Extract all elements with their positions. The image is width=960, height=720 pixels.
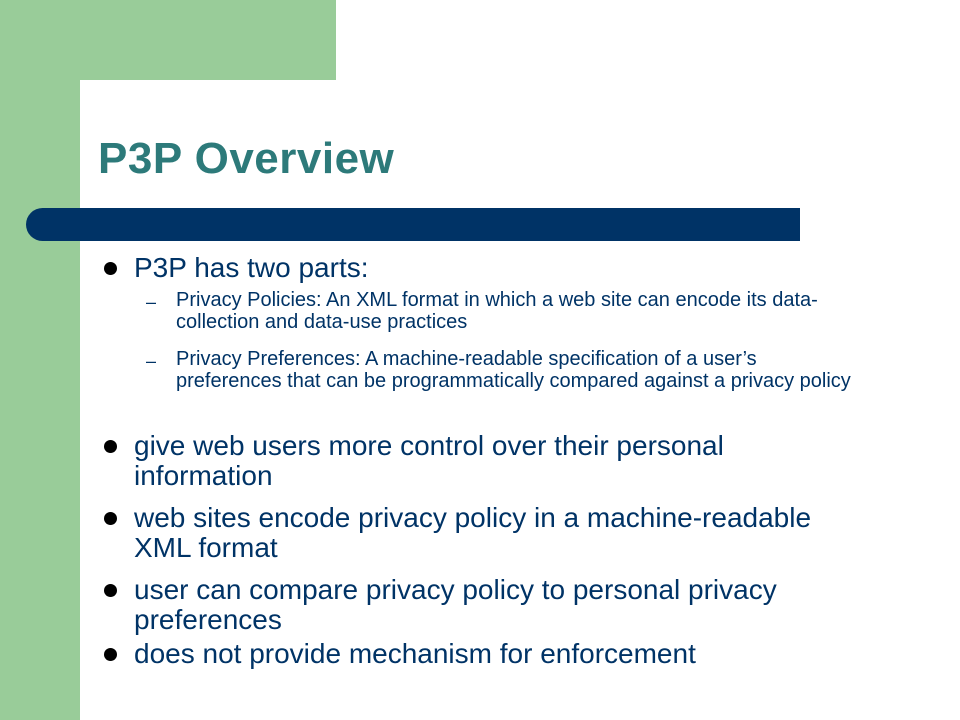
bullet-text: P3P has two parts: [134,252,369,283]
bullet-text: user can compare privacy policy to personal privacy preferences [134,574,777,635]
bullet-text: web sites encode privacy policy in a machine-readable XML format [134,502,812,563]
sub-bullet-text: Privacy Preferences: A machine-readable specification of a user’s preferences that can be programmatically compared against a privacy policy [176,348,851,392]
bullet-dot [104,584,117,597]
bullet-dot [104,512,117,525]
sub-bullet-dash: – [146,292,157,312]
bullet-text: give web users more control over their personal information [134,430,724,491]
bullet-dot [104,648,117,661]
sub-bullet-text: Privacy Policies: An XML format in which a web site can encode its data-collection and data-use practices [176,289,818,333]
bullet-dot [104,440,117,453]
slide-title: P3P Overview [98,134,395,183]
bullet-dot [104,262,117,275]
sub-bullet-dash: – [146,351,157,371]
bullet-text: does not provide mechanism for enforcement [134,638,696,669]
